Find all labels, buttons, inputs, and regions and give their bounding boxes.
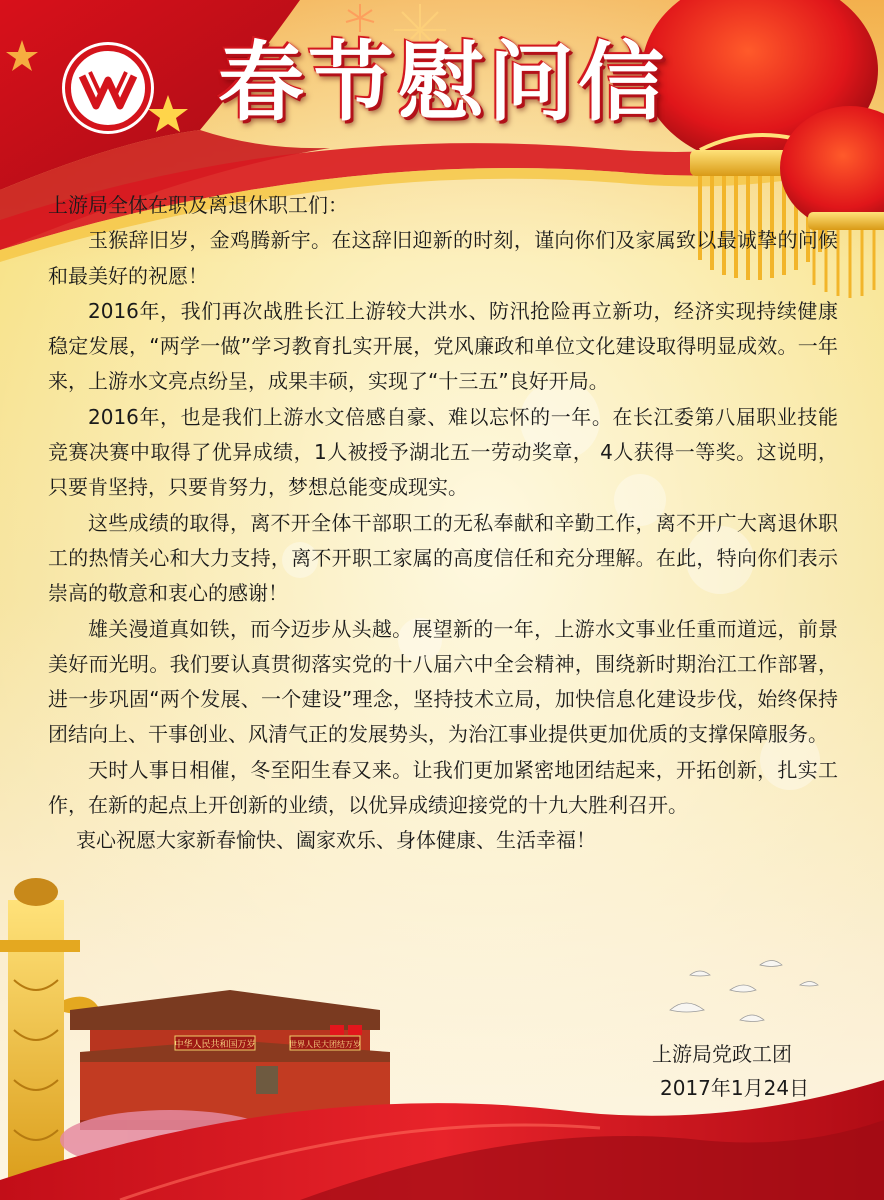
svg-text:世界人民大团结万岁: 世界人民大团结万岁 xyxy=(289,1040,361,1049)
letter-body xyxy=(48,188,838,859)
page-title: 春节慰问信 xyxy=(218,33,668,133)
letter-signature: 上游局党政工团 xyxy=(652,1042,792,1066)
letter-paragraph: 2016年，我们再次战胜长江上游较大洪水、防汛抢险再立新功，经济实现持续健康稳定发展，“两学一做”学习教育扎实开展，党风廉政和单位文化建设取得明显成效。一年来，上游水文亮点纷呈，成果丰硕，实现了“十三五”良好开局。 xyxy=(48,298,838,394)
letter-paragraph: 天时人事日相催，冬至阳生春又来。让我们更加紧密地团结起来，开拓创新，扎实工作，在新的起点上开创新的业绩，以优异成绩迎接党的十九大胜利召开。 xyxy=(48,757,838,818)
letter-closing-wish: 衷心祝愿大家新春愉快、阖家欢乐、身体健康、生活幸福！ xyxy=(76,828,596,853)
letter-greeting: 上游局全体在职及离退休职工们： xyxy=(48,193,348,217)
letter-date: 2017年1月24日 xyxy=(660,1076,810,1100)
party-logo-icon xyxy=(60,40,156,136)
letter-signature-block xyxy=(600,1037,840,1105)
letter-paragraph: 这些成绩的取得，离不开全体干部职工的无私奉献和辛勤工作，离不开广大离退休职工的热情关心和大力支持，离不开职工家属的高度信任和充分理解。在此，特向你们表示崇高的敬意和衷心的感谢！ xyxy=(48,510,838,606)
svg-text:中华人民共和国万岁: 中华人民共和国万岁 xyxy=(174,1040,256,1050)
letter-paragraph: 玉猴辞旧岁，金鸡腾新宇。在这辞旧迎新的时刻，谨向你们及家属致以最诚挚的问候和最美好的祝愿！ xyxy=(48,228,838,288)
letter-paragraph: 雄关漫道真如铁，而今迈步从头越。展望新的一年，上游水文事业任重而道远，前景美好而光明。我们要认真贯彻落实党的十八届六中全会精神，围绕新时期治江工作部署，进一步巩固“两个发展、一个建设”理念，坚持技术立局，加快信息化建设步伐，始终保持团结向上、干事创业、风清气正的发展势头，为治江事业提供更加优质的支撑保障服务。 xyxy=(48,616,838,747)
letter-paragraph: 2016年，也是我们上游水文倍感自豪、难以忘怀的一年。在长江委第八届职业技能竞赛决赛中取得了优异成绩，1人被授予湖北五一劳动奖章， 4人获得一等奖。这说明，只要肯坚持，只要肯努力，梦想总能变成现实。 xyxy=(48,404,838,500)
